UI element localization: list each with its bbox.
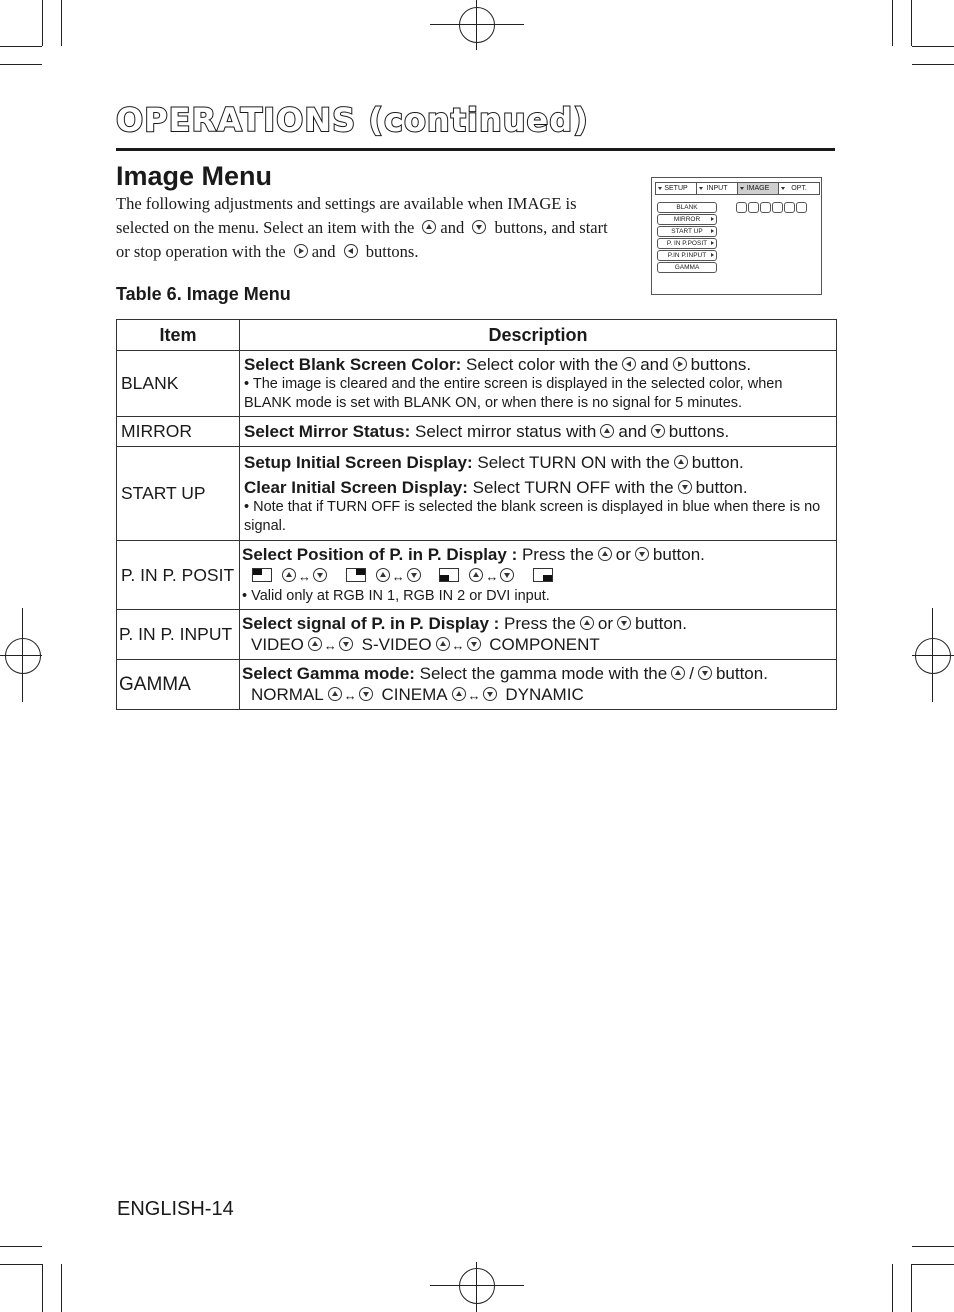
- table-header-row: [117, 320, 837, 351]
- osd-tab-label: INPUT: [706, 185, 728, 192]
- osd-tab-label: SETUP: [664, 185, 688, 192]
- submenu-arrow-icon: [711, 253, 714, 257]
- item-cell: BLANK: [117, 351, 240, 417]
- crop-mark: [61, 1264, 62, 1312]
- osd-item-pinp-posit: [657, 238, 717, 249]
- registration-mark: [912, 655, 954, 656]
- desc-text: and: [640, 355, 669, 374]
- up-button-icon: [452, 687, 466, 701]
- desc-text: Select TURN ON with the: [477, 452, 670, 472]
- up-button-icon: [436, 637, 450, 651]
- item-cell: P. IN P. POSIT: [117, 541, 240, 610]
- option-label: COMPONENT: [489, 635, 600, 654]
- crop-mark: [0, 64, 42, 65]
- option-label: S-VIDEO: [361, 635, 432, 654]
- tab-arrow-icon: [781, 187, 785, 190]
- submenu-arrow-icon: [711, 229, 714, 233]
- up-button-icon: [422, 220, 436, 234]
- desc-text: button.: [652, 545, 705, 564]
- osd-item-startup: [657, 226, 717, 237]
- down-button-icon: [407, 568, 421, 582]
- crop-mark: [912, 1264, 954, 1265]
- registration-mark: [476, 1262, 477, 1312]
- registration-mark: [0, 655, 42, 656]
- item-cell: P. IN P. INPUT: [117, 610, 240, 660]
- description-cell: [240, 351, 837, 417]
- registration-mark: [932, 608, 933, 702]
- down-button-icon: [467, 637, 481, 651]
- tab-arrow-icon: [658, 187, 662, 190]
- arrow-icon: ↔: [343, 688, 357, 703]
- desc-text: button.: [715, 664, 768, 683]
- desc-title: Setup Initial Screen Display:: [244, 452, 473, 472]
- crop-mark: [911, 1264, 912, 1312]
- color-swatch: [784, 202, 795, 213]
- option-label: NORMAL: [251, 685, 324, 704]
- top-left-position-icon: [252, 568, 272, 582]
- desc-note: • The image is cleared and the entire screen is displayed in the selected color, when BLANK mode is set with BLANK ON, or when there is no signal for 5 minutes.: [244, 376, 783, 411]
- osd-tab-bar: [655, 182, 820, 195]
- osd-item-label: START UP: [671, 228, 703, 235]
- registration-mark: [430, 24, 524, 25]
- down-button-icon: [339, 637, 353, 651]
- down-button-icon: [651, 424, 665, 438]
- description-cell: [240, 541, 837, 610]
- description-cell: [240, 417, 837, 447]
- intro-text: buttons.: [365, 242, 419, 261]
- left-button-icon: [622, 357, 636, 371]
- image-menu-table: [116, 319, 837, 710]
- osd-tab-label: OPT.: [791, 185, 807, 192]
- up-button-icon: [282, 568, 296, 582]
- desc-line: [242, 544, 832, 565]
- desc-title: Select Blank Screen Color:: [244, 355, 462, 374]
- submenu-arrow-icon: [711, 217, 714, 221]
- registration-mark: [459, 1268, 495, 1304]
- desc-title: Select Position of P. in P. Display :: [242, 545, 518, 564]
- desc-text: button.: [695, 477, 748, 497]
- color-swatch: [796, 202, 807, 213]
- table-row-gamma: [117, 660, 837, 710]
- arrow-icon: ↔: [323, 638, 337, 653]
- desc-text: button.: [634, 614, 687, 633]
- up-button-icon: [580, 616, 594, 630]
- table-row-mirror: [117, 417, 837, 447]
- osd-item-pinp-input: [657, 250, 717, 261]
- registration-mark: [915, 638, 951, 674]
- bottom-right-position-icon: [533, 568, 553, 582]
- right-button-icon: [294, 244, 308, 258]
- section-title: OPERATIONS (continued): [116, 101, 589, 139]
- up-button-icon: [376, 568, 390, 582]
- crop-mark: [912, 46, 954, 47]
- osd-item-blank: [657, 202, 717, 213]
- osd-item-label: MIRROR: [673, 216, 701, 223]
- desc-text: Select color with the: [466, 355, 619, 374]
- intro-text: The following adjustments and settings are available when IMAGE is selected on the menu. Select an item with the: [116, 194, 577, 237]
- arrow-icon: ↔: [467, 688, 481, 703]
- osd-item-list: [657, 202, 717, 274]
- header-item: Item: [117, 320, 240, 351]
- bottom-left-position-icon: [439, 568, 459, 582]
- color-swatch: [760, 202, 771, 213]
- arrow-icon: ↔: [298, 569, 311, 584]
- desc-text: Press the: [504, 614, 576, 633]
- desc-text: or: [597, 614, 613, 633]
- desc-title: Clear Initial Screen Display:: [244, 477, 468, 497]
- crop-mark: [0, 1246, 42, 1247]
- desc-line: [244, 354, 832, 375]
- desc-note: • Note that if TURN OFF is selected the blank screen is displayed in blue when there is no signal.: [244, 498, 821, 534]
- color-swatch: [736, 202, 747, 213]
- intro-text: buttons, and start or stop operation with the: [116, 218, 608, 261]
- desc-line: [244, 477, 832, 498]
- osd-item-label: GAMMA: [674, 264, 700, 271]
- color-swatch: [748, 202, 759, 213]
- down-button-icon: [617, 616, 631, 630]
- up-button-icon: [328, 687, 342, 701]
- up-button-icon: [308, 637, 322, 651]
- crop-mark: [892, 0, 893, 46]
- osd-tab-label: IMAGE: [746, 185, 770, 192]
- down-button-icon: [678, 480, 692, 494]
- desc-note: • Valid only at RGB IN 1, RGB IN 2 or DVI input.: [242, 588, 550, 604]
- table-row-pinp-input: [117, 610, 837, 660]
- crop-mark: [912, 64, 954, 65]
- desc-line: [244, 452, 832, 473]
- crop-mark: [0, 1264, 42, 1265]
- arrow-icon: ↔: [451, 638, 465, 653]
- arrow-icon: ↔: [485, 569, 499, 584]
- registration-mark: [5, 638, 41, 674]
- desc-text: and: [618, 422, 647, 441]
- left-button-icon: [344, 244, 358, 258]
- crop-mark: [42, 1264, 43, 1312]
- desc-text: buttons.: [690, 355, 752, 374]
- osd-item-label: P. IN P.POSIT: [666, 240, 708, 247]
- osd-tab-input: [697, 183, 738, 194]
- crop-mark: [0, 46, 42, 47]
- menu-heading: Image Menu: [116, 161, 273, 191]
- osd-item-mirror: [657, 214, 717, 225]
- desc-text: Press the: [521, 545, 594, 564]
- up-button-icon: [469, 568, 483, 582]
- top-right-position-icon: [346, 568, 366, 582]
- option-label: DYNAMIC: [505, 685, 584, 704]
- registration-mark: [22, 608, 23, 702]
- osd-tab-setup: [656, 183, 697, 194]
- desc-text: Select mirror status with: [415, 422, 597, 441]
- crop-mark: [911, 0, 912, 46]
- table-row-startup: [117, 447, 837, 541]
- down-button-icon: [313, 568, 327, 582]
- registration-mark: [459, 7, 495, 43]
- crop-mark: [912, 1246, 954, 1247]
- tab-arrow-icon: [699, 187, 703, 190]
- osd-color-swatches: [736, 202, 808, 213]
- position-sequence: [242, 565, 832, 587]
- tab-arrow-icon: [740, 187, 744, 190]
- intro-text: and: [440, 218, 465, 237]
- up-button-icon: [600, 424, 614, 438]
- item-cell: MIRROR: [117, 417, 240, 447]
- osd-tab-opt: [779, 183, 819, 194]
- registration-mark: [476, 0, 477, 50]
- option-sequence: [242, 684, 832, 706]
- desc-text: buttons.: [668, 422, 730, 441]
- intro-paragraph: [116, 192, 621, 264]
- desc-title: Select signal of P. in P. Display :: [242, 614, 500, 633]
- osd-item-gamma: [657, 262, 717, 273]
- desc-text: Select TURN OFF with the: [472, 477, 674, 497]
- osd-tab-image: [738, 183, 779, 194]
- up-button-icon: [674, 455, 688, 469]
- desc-line: [242, 663, 832, 684]
- down-button-icon: [698, 666, 712, 680]
- crop-mark: [42, 0, 43, 46]
- option-label: VIDEO: [251, 635, 304, 654]
- osd-item-label: BLANK: [676, 204, 698, 211]
- desc-text: Select the gamma mode with the: [419, 664, 668, 683]
- item-cell: START UP: [117, 447, 240, 541]
- description-cell: [240, 660, 837, 710]
- right-button-icon: [673, 357, 687, 371]
- desc-text: /: [689, 664, 694, 683]
- title-rule: [116, 148, 835, 151]
- osd-item-label: P.IN P.INPUT: [667, 252, 707, 259]
- desc-text: button.: [691, 452, 744, 472]
- table-row-blank: [117, 351, 837, 417]
- desc-line: [242, 613, 832, 634]
- up-button-icon: [671, 666, 685, 680]
- submenu-arrow-icon: [711, 241, 714, 245]
- desc-title: Select Gamma mode:: [242, 664, 415, 683]
- crop-mark: [892, 1264, 893, 1312]
- table-row-pinp-posit: [117, 541, 837, 610]
- arrow-icon: ↔: [391, 569, 405, 584]
- registration-mark: [430, 1285, 524, 1286]
- header-description: Description: [240, 320, 837, 351]
- description-cell: [240, 447, 837, 541]
- down-button-icon: [472, 220, 486, 234]
- option-sequence: [242, 634, 832, 656]
- intro-text: and: [311, 242, 336, 261]
- crop-mark: [61, 0, 62, 46]
- desc-text: or: [615, 545, 631, 564]
- item-cell: GAMMA: [117, 660, 240, 710]
- color-swatch: [772, 202, 783, 213]
- up-button-icon: [598, 547, 612, 561]
- down-button-icon: [359, 687, 373, 701]
- osd-menu-illustration: [651, 177, 822, 295]
- down-button-icon: [635, 547, 649, 561]
- option-label: CINEMA: [381, 685, 448, 704]
- page-number: ENGLISH-14: [117, 1198, 234, 1220]
- down-button-icon: [500, 568, 514, 582]
- table-caption: Table 6. Image Menu: [116, 284, 291, 304]
- down-button-icon: [483, 687, 497, 701]
- description-cell: [240, 610, 837, 660]
- desc-title: Select Mirror Status:: [244, 422, 411, 441]
